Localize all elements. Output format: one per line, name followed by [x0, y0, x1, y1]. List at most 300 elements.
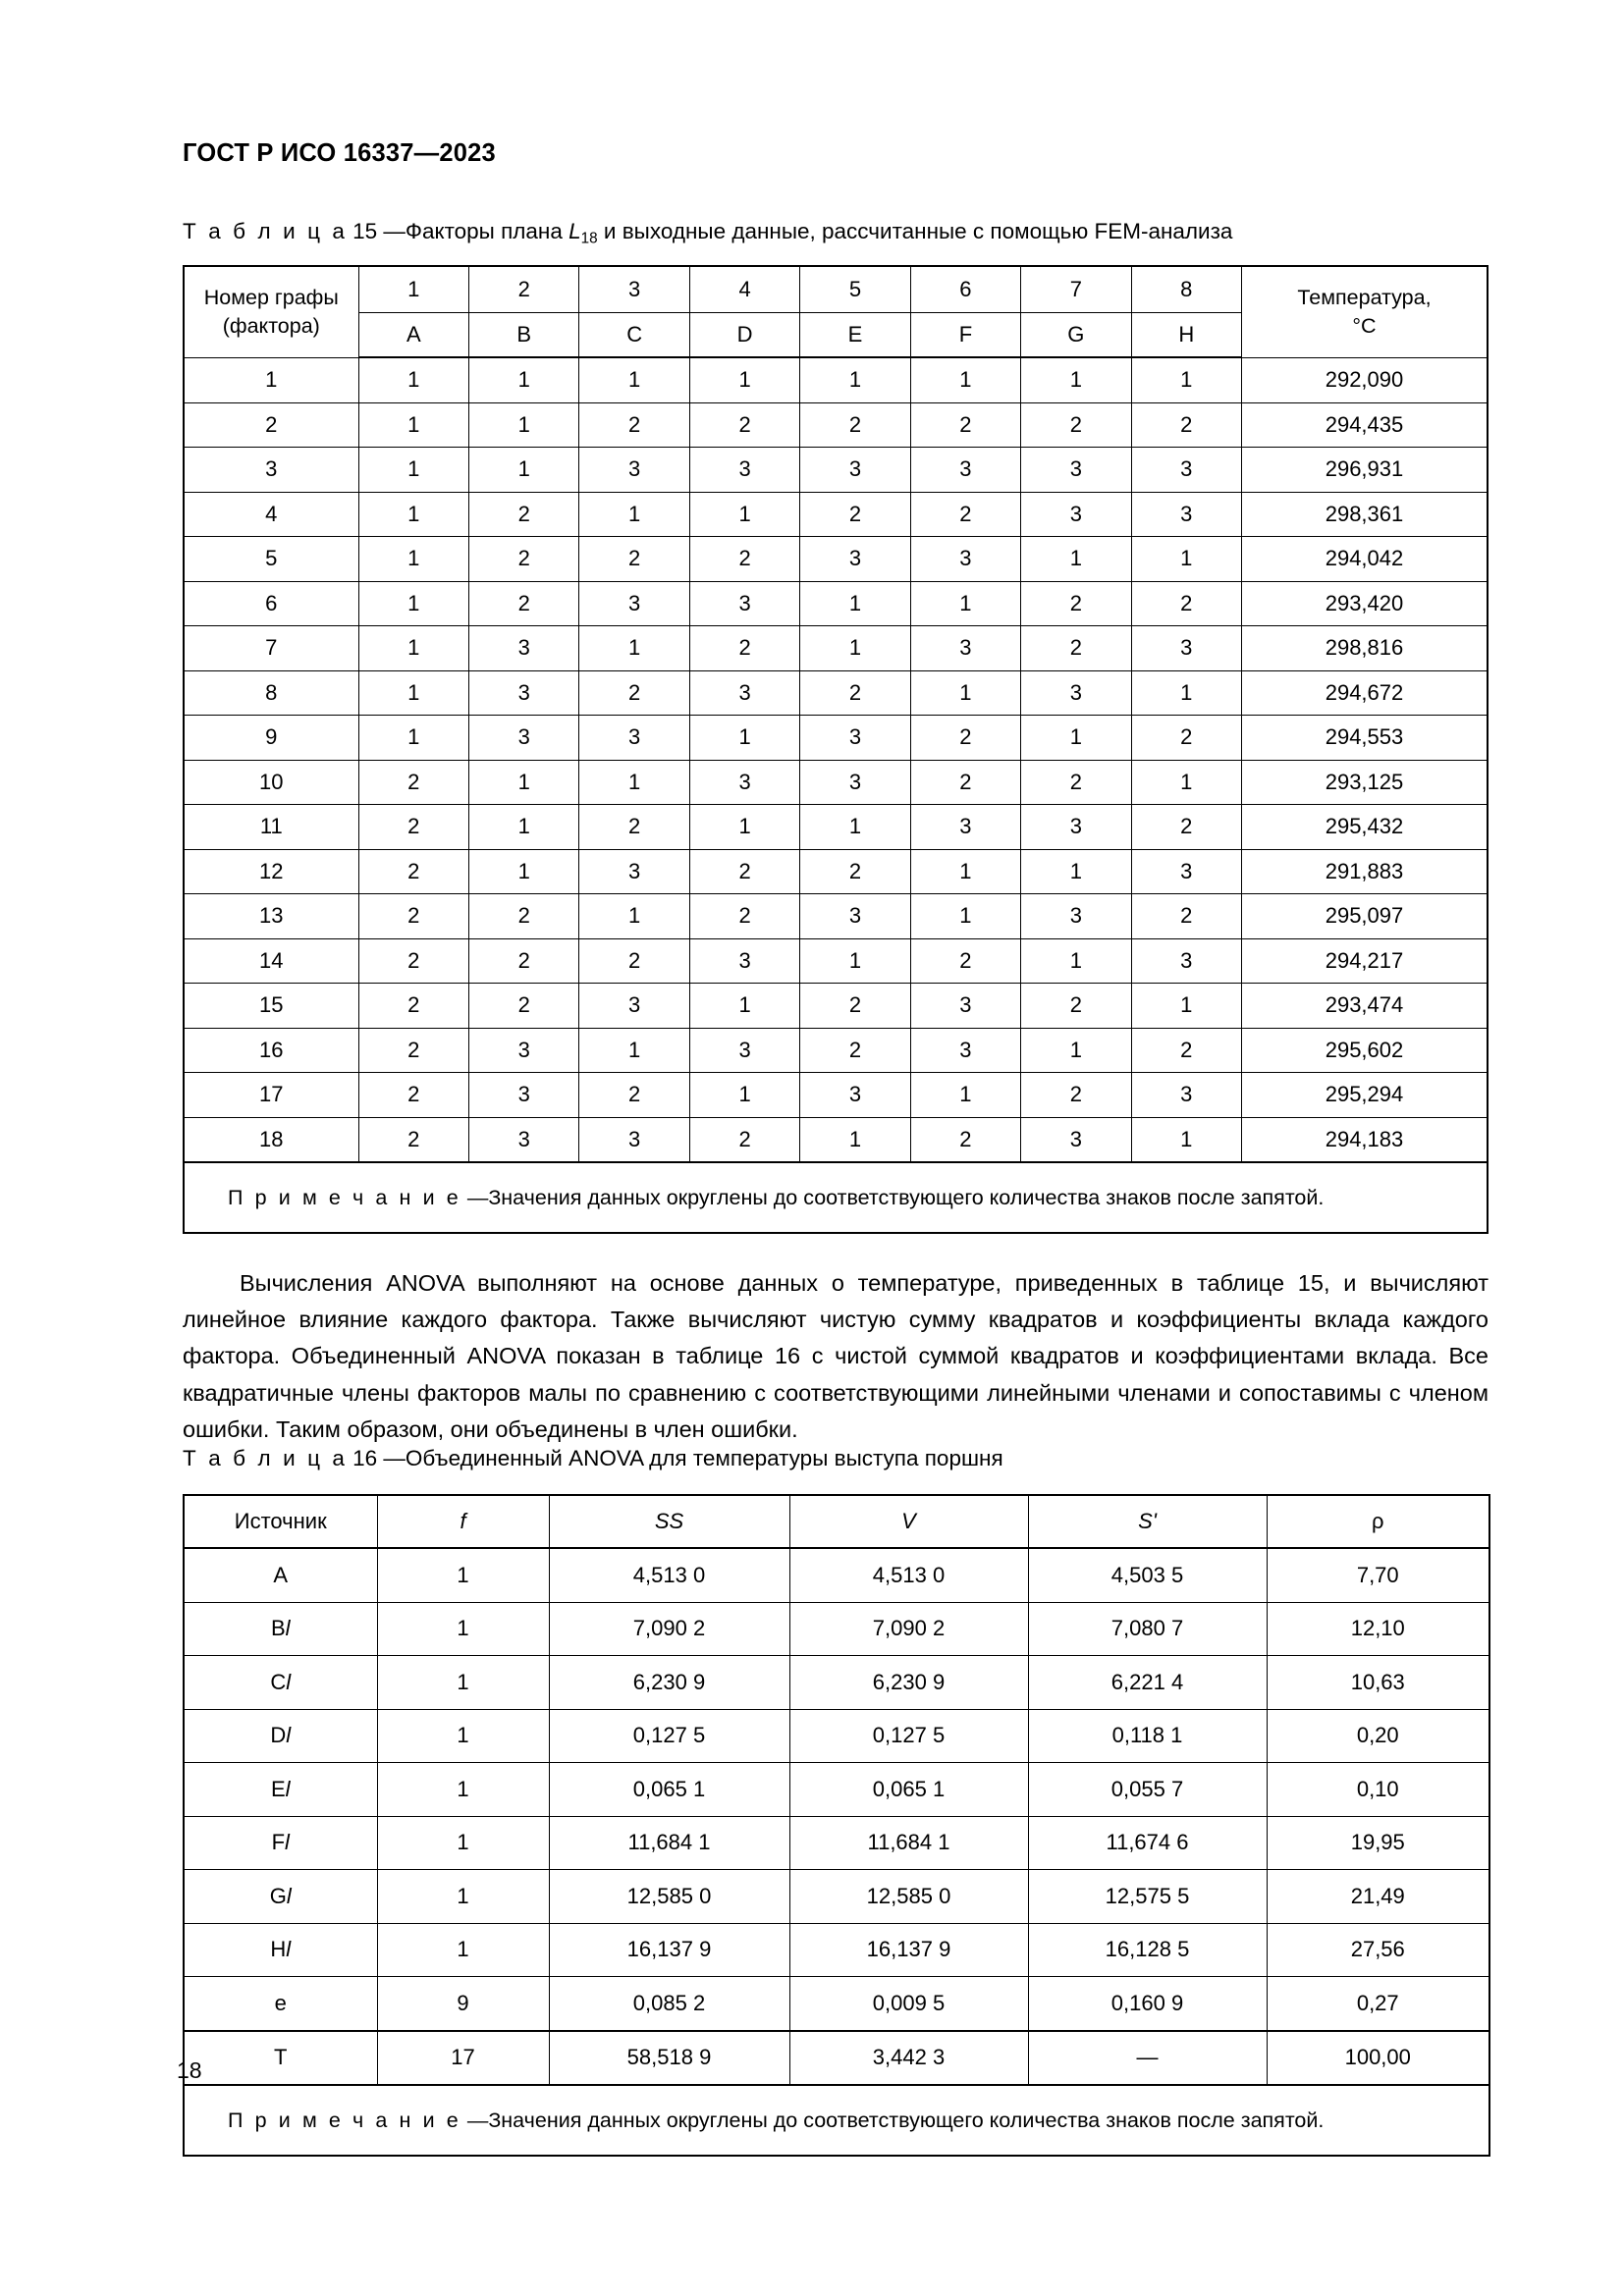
table-15-temperature: 294,183: [1241, 1117, 1488, 1162]
table-15-level-8: 3: [1131, 448, 1241, 493]
table-15-level-6: 1: [910, 581, 1020, 626]
table-15-level-1: 2: [358, 984, 468, 1029]
table-15-level-6: 2: [910, 938, 1020, 984]
table-16-row: [184, 1816, 1489, 1870]
table-15-level-1: 2: [358, 1073, 468, 1118]
table-16-contribution: 100,00: [1267, 2031, 1489, 2086]
table-15-note-row: [184, 1162, 1488, 1233]
table-15-level-5: 1: [800, 938, 910, 984]
table-15-level-4: 3: [689, 448, 799, 493]
table-15-level-7: 3: [1021, 894, 1131, 939]
table-15-level-3: 2: [579, 805, 689, 850]
table-16-variance: 0,065 1: [789, 1763, 1028, 1817]
table-16-degrees-freedom: 1: [377, 1763, 549, 1817]
table-15-level-4: 3: [689, 581, 799, 626]
table-16-note-text: Значения данных округлены до соответствующего количества знаков после запятой.: [488, 2108, 1325, 2132]
table-15-level-5: 3: [800, 760, 910, 805]
table-16-note-dash: —: [466, 2108, 489, 2132]
table-15-level-7: 2: [1021, 984, 1131, 1029]
table-16-degrees-freedom: 9: [377, 1977, 549, 2031]
table-15-colnum-6: 6: [910, 266, 1020, 313]
table-15-level-4: 3: [689, 1028, 799, 1073]
table-15-level-8: 2: [1131, 894, 1241, 939]
table-15-level-3: 3: [579, 849, 689, 894]
table-15-level-7: 2: [1021, 402, 1131, 448]
table-16-source: Hl: [184, 1923, 377, 1977]
table-15-temperature: 294,553: [1241, 716, 1488, 761]
table-15-row: [184, 402, 1488, 448]
table-15-level-4: 3: [689, 938, 799, 984]
table-16-net-sum-squares: 11,674 6: [1028, 1816, 1267, 1870]
table-15-level-5: 2: [800, 492, 910, 537]
table-15-level-3: 1: [579, 1028, 689, 1073]
linear-term-marker: l: [286, 1669, 292, 1694]
table-15-level-6: 2: [910, 1117, 1020, 1162]
linear-term-marker: l: [285, 1776, 291, 1801]
table-16-row: [184, 1763, 1489, 1817]
table-15-level-2: 1: [469, 805, 579, 850]
table-15-colnum-2: 2: [469, 266, 579, 313]
table-15-level-5: 1: [800, 626, 910, 671]
table-15-level-7: 1: [1021, 938, 1131, 984]
table-16-caption-number: 16: [352, 1446, 378, 1470]
table-15-row: [184, 581, 1488, 626]
table-16-contribution: 10,63: [1267, 1656, 1489, 1710]
table-15-level-1: 2: [358, 1028, 468, 1073]
table-16-row: [184, 1656, 1489, 1710]
table-15-level-4: 1: [689, 716, 799, 761]
table-16-contribution: 0,27: [1267, 1977, 1489, 2031]
table-16-caption: [183, 1445, 1003, 1472]
table-15-temperature: 295,602: [1241, 1028, 1488, 1073]
table-16-contribution: 27,56: [1267, 1923, 1489, 1977]
table-15-level-3: 2: [579, 537, 689, 582]
table-15-caption-text-b: и выходные данные, рассчитанные с помощью FEM-анализа: [597, 219, 1233, 243]
table-15-row: [184, 805, 1488, 850]
table-15-row: [184, 894, 1488, 939]
table-16-net-sum-squares: 4,503 5: [1028, 1548, 1267, 1602]
table-15-level-6: 3: [910, 448, 1020, 493]
table-16-degrees-freedom: 1: [377, 1923, 549, 1977]
table-16-net-sum-squares: 16,128 5: [1028, 1923, 1267, 1977]
table-15-head: [184, 266, 1488, 357]
table-15-level-1: 2: [358, 938, 468, 984]
table-16-contribution: 7,70: [1267, 1548, 1489, 1602]
table-16-variance: 0,127 5: [789, 1709, 1028, 1763]
table-16-net-sum-squares: 7,080 7: [1028, 1602, 1267, 1656]
table-15-level-8: 1: [1131, 984, 1241, 1029]
running-header: ГОСТ Р ИСО 16337—2023: [183, 139, 496, 167]
table-15-level-6: 3: [910, 1028, 1020, 1073]
table-15-row: [184, 492, 1488, 537]
table-15-level-4: 1: [689, 984, 799, 1029]
table-15-body: [184, 357, 1488, 1162]
table-16-col-s: S': [1028, 1495, 1267, 1548]
table-16-sum-squares: 0,127 5: [549, 1709, 789, 1763]
table-15-level-3: 2: [579, 1073, 689, 1118]
table-15-level-1: 1: [358, 581, 468, 626]
table-15-level-7: 1: [1021, 537, 1131, 582]
table-15-level-7: 2: [1021, 581, 1131, 626]
table-15-level-2: 1: [469, 448, 579, 493]
table-15-run-number: 6: [184, 581, 358, 626]
table-16-net-sum-squares: 12,575 5: [1028, 1870, 1267, 1924]
table-15-level-7: 1: [1021, 357, 1131, 402]
table-15-level-3: 1: [579, 492, 689, 537]
table-16-net-sum-squares: 0,118 1: [1028, 1709, 1267, 1763]
table-15-level-4: 2: [689, 849, 799, 894]
table-16-note-word: П р и м е ч а н и е: [228, 2108, 461, 2132]
table-15-temperature: 294,672: [1241, 670, 1488, 716]
table-15-level-4: 3: [689, 760, 799, 805]
table-16-caption-word: Т а б л и ц а: [183, 1446, 349, 1470]
table-15-row-label-header: [184, 266, 358, 357]
table-15-run-number: 5: [184, 537, 358, 582]
table-16-contribution: 19,95: [1267, 1816, 1489, 1870]
table-15-colnum-3: 3: [579, 266, 689, 313]
table-16-source: A: [184, 1548, 377, 1602]
table-15-row: [184, 448, 1488, 493]
table-15: [183, 265, 1489, 1234]
table-16-sum-squares: 6,230 9: [549, 1656, 789, 1710]
table-16-variance: 0,009 5: [789, 1977, 1028, 2031]
table-15-level-5: 1: [800, 357, 910, 402]
table-15-level-4: 1: [689, 492, 799, 537]
table-16-variance: 3,442 3: [789, 2031, 1028, 2086]
table-15-level-2: 2: [469, 492, 579, 537]
table-16-row: [184, 1548, 1489, 1602]
table-15-caption-text-a: Факторы плана: [405, 219, 569, 243]
table-15-row: [184, 1073, 1488, 1118]
table-15-wrapper: [183, 265, 1489, 1234]
table-15-level-6: 1: [910, 670, 1020, 716]
table-16-sum-squares: 16,137 9: [549, 1923, 789, 1977]
table-15-colletter-c: C: [579, 313, 689, 358]
page-number: 18: [177, 2057, 202, 2083]
table-15-level-6: 1: [910, 849, 1020, 894]
table-15-level-3: 1: [579, 760, 689, 805]
table-15-level-7: 2: [1021, 626, 1131, 671]
table-15-level-8: 2: [1131, 805, 1241, 850]
table-15-run-number: 14: [184, 938, 358, 984]
table-15-level-8: 2: [1131, 716, 1241, 761]
table-16-foot: [184, 2085, 1489, 2156]
table-15-level-1: 2: [358, 849, 468, 894]
table-15-temperature: 291,883: [1241, 849, 1488, 894]
table-15-level-5: 1: [800, 805, 910, 850]
table-16-row: [184, 1923, 1489, 1977]
table-15-colletter-e: E: [800, 313, 910, 358]
table-15-level-1: 2: [358, 760, 468, 805]
table-15-run-number: 10: [184, 760, 358, 805]
table-16-caption-text: Объединенный ANOVA для температуры выступа поршня: [405, 1446, 1003, 1470]
table-15-row: [184, 1117, 1488, 1162]
table-15-level-5: 3: [800, 716, 910, 761]
table-15-level-5: 2: [800, 402, 910, 448]
table-15-caption: [183, 218, 1232, 247]
table-15-level-3: 1: [579, 894, 689, 939]
table-15-level-7: 3: [1021, 1117, 1131, 1162]
table-15-level-5: 2: [800, 984, 910, 1029]
table-16-header-row: [184, 1495, 1489, 1548]
table-15-colnum-8: 8: [1131, 266, 1241, 313]
table-16-col-v: V: [789, 1495, 1028, 1548]
table-15-temperature: 298,361: [1241, 492, 1488, 537]
table-15-note-text: Значения данных округлены до соответствующего количества знаков после запятой.: [488, 1185, 1325, 1209]
table-15-level-2: 3: [469, 670, 579, 716]
body-paragraph: Вычисления ANOVA выполняют на основе данных о температуре, приведенных в таблице 15, и вычисляют линейное влияние каждого фактора. Также вычисляют чистую сумму квадратов и коэффициенты вклада каждого фактора. Объединенный ANOVA показан в таблице 16 с чистой суммой квадратов и коэффициентами вклада. Все квадратичные члены факторов малы по сравнению с соответствующими линейными членами и сопоставимы с членом ошибки. Таким образом, они объединены в член ошибки.: [183, 1270, 1489, 1442]
table-15-temperature: 294,217: [1241, 938, 1488, 984]
table-16-col-ss: SS: [549, 1495, 789, 1548]
table-16-sum-squares: 7,090 2: [549, 1602, 789, 1656]
table-15-level-5: 3: [800, 1073, 910, 1118]
table-15-row: [184, 670, 1488, 716]
table-15-level-7: 3: [1021, 670, 1131, 716]
table-15-level-2: 3: [469, 1073, 579, 1118]
table-15-level-3: 3: [579, 716, 689, 761]
table-16-sum-squares: 4,513 0: [549, 1548, 789, 1602]
table-15-temperature: 292,090: [1241, 357, 1488, 402]
table-15-level-1: 1: [358, 626, 468, 671]
table-16: [183, 1494, 1490, 2157]
table-15-run-number: 9: [184, 716, 358, 761]
table-15-row: [184, 760, 1488, 805]
table-15-level-4: 2: [689, 537, 799, 582]
table-16-variance: 6,230 9: [789, 1656, 1028, 1710]
table-15-level-5: 1: [800, 1117, 910, 1162]
table-15-level-7: 3: [1021, 448, 1131, 493]
table-16-variance: 12,585 0: [789, 1870, 1028, 1924]
table-15-level-6: 2: [910, 760, 1020, 805]
table-15-level-2: 3: [469, 716, 579, 761]
table-15-temperature: 296,931: [1241, 448, 1488, 493]
table-15-level-1: 1: [358, 716, 468, 761]
table-15-colnum-4: 4: [689, 266, 799, 313]
table-16-row: [184, 1870, 1489, 1924]
table-15-run-number: 3: [184, 448, 358, 493]
table-15-level-4: 1: [689, 357, 799, 402]
table-16-source: Bl: [184, 1602, 377, 1656]
table-16-net-sum-squares: —: [1028, 2031, 1267, 2086]
table-15-level-7: 2: [1021, 1073, 1131, 1118]
table-16-col-f: f: [377, 1495, 549, 1548]
table-15-level-8: 2: [1131, 581, 1241, 626]
body-paragraph-wrapper: [183, 1265, 1489, 1448]
table-15-level-8: 2: [1131, 1028, 1241, 1073]
table-16-variance: 7,090 2: [789, 1602, 1028, 1656]
table-15-row: [184, 984, 1488, 1029]
table-15-level-5: 2: [800, 670, 910, 716]
table-15-run-number: 18: [184, 1117, 358, 1162]
table-16-degrees-freedom: 1: [377, 1656, 549, 1710]
table-15-level-4: 2: [689, 894, 799, 939]
table-15-run-number: 11: [184, 805, 358, 850]
table-16-degrees-freedom: 1: [377, 1870, 549, 1924]
table-15-row: [184, 626, 1488, 671]
table-15-level-3: 2: [579, 938, 689, 984]
table-16-contribution: 0,20: [1267, 1709, 1489, 1763]
table-15-header-row-numbers: [184, 266, 1488, 313]
table-15-level-4: 2: [689, 626, 799, 671]
table-16-degrees-freedom: 1: [377, 1602, 549, 1656]
table-15-level-5: 3: [800, 448, 910, 493]
table-16-body: [184, 1548, 1489, 2085]
table-15-level-1: 1: [358, 402, 468, 448]
table-15-colletter-d: D: [689, 313, 799, 358]
table-16-contribution: 12,10: [1267, 1602, 1489, 1656]
table-15-level-3: 3: [579, 984, 689, 1029]
table-15-temperature: 295,294: [1241, 1073, 1488, 1118]
table-15-note-dash: —: [466, 1185, 489, 1209]
table-15-level-1: 1: [358, 448, 468, 493]
table-15-level-6: 1: [910, 1073, 1020, 1118]
table-16-sum-squares: 58,518 9: [549, 2031, 789, 2086]
table-16-contribution: 0,10: [1267, 1763, 1489, 1817]
table-15-level-8: 3: [1131, 492, 1241, 537]
table-15-caption-dash: —: [383, 219, 406, 243]
table-15-level-4: 2: [689, 402, 799, 448]
table-15-level-2: 1: [469, 357, 579, 402]
table-15-run-number: 4: [184, 492, 358, 537]
table-15-temperature: 298,816: [1241, 626, 1488, 671]
table-15-level-6: 2: [910, 716, 1020, 761]
table-15-level-6: 2: [910, 492, 1020, 537]
table-16-total-row: [184, 2031, 1489, 2086]
table-16-source: T: [184, 2031, 377, 2086]
table-15-run-number: 1: [184, 357, 358, 402]
table-15-level-6: 2: [910, 402, 1020, 448]
table-16-degrees-freedom: 1: [377, 1548, 549, 1602]
table-15-temperature: 293,474: [1241, 984, 1488, 1029]
table-16-net-sum-squares: 0,160 9: [1028, 1977, 1267, 2031]
linear-term-marker: l: [285, 1616, 291, 1641]
response-line2: °C: [1352, 313, 1377, 338]
table-15-temperature: 294,042: [1241, 537, 1488, 582]
table-16-variance: 16,137 9: [789, 1923, 1028, 1977]
table-15-caption-subscript: 18: [580, 230, 598, 247]
table-15-level-1: 2: [358, 894, 468, 939]
table-16-row: [184, 1602, 1489, 1656]
table-16-row: [184, 1709, 1489, 1763]
table-15-level-1: 1: [358, 357, 468, 402]
table-15-colletter-a: A: [358, 313, 468, 358]
table-15-level-2: 1: [469, 760, 579, 805]
table-16-caption-dash: —: [383, 1446, 406, 1470]
table-15-level-2: 2: [469, 984, 579, 1029]
table-15-level-5: 1: [800, 581, 910, 626]
table-15-level-2: 2: [469, 537, 579, 582]
table-15-colletter-f: F: [910, 313, 1020, 358]
table-15-level-5: 2: [800, 1028, 910, 1073]
table-15-temperature: 293,125: [1241, 760, 1488, 805]
table-15-level-2: 3: [469, 1117, 579, 1162]
table-15-level-3: 2: [579, 402, 689, 448]
table-16-net-sum-squares: 6,221 4: [1028, 1656, 1267, 1710]
table-15-run-number: 17: [184, 1073, 358, 1118]
table-16-degrees-freedom: 1: [377, 1709, 549, 1763]
table-16-col-rho: ρ: [1267, 1495, 1489, 1548]
table-15-temperature: 294,435: [1241, 402, 1488, 448]
table-15-run-number: 7: [184, 626, 358, 671]
linear-term-marker: l: [286, 1883, 292, 1908]
table-15-level-8: 1: [1131, 357, 1241, 402]
table-15-level-7: 3: [1021, 492, 1131, 537]
table-15-level-3: 1: [579, 626, 689, 671]
table-16-head: [184, 1495, 1489, 1548]
table-15-level-1: 1: [358, 537, 468, 582]
table-15-level-2: 2: [469, 581, 579, 626]
table-15-level-8: 1: [1131, 1117, 1241, 1162]
table-15-level-6: 3: [910, 805, 1020, 850]
table-15-level-7: 1: [1021, 1028, 1131, 1073]
table-15-response-header: [1241, 266, 1488, 357]
table-15-level-5: 3: [800, 894, 910, 939]
table-15-level-3: 2: [579, 670, 689, 716]
table-16-contribution: 21,49: [1267, 1870, 1489, 1924]
table-15-colnum-5: 5: [800, 266, 910, 313]
table-16-sum-squares: 11,684 1: [549, 1816, 789, 1870]
table-16-source: e: [184, 1977, 377, 2031]
table-15-note-word: П р и м е ч а н и е: [228, 1185, 461, 1209]
row-label-line2: (фактора): [222, 313, 320, 338]
table-16-col-source: Источник: [184, 1495, 377, 1548]
table-15-level-8: 3: [1131, 849, 1241, 894]
table-15-level-1: 2: [358, 805, 468, 850]
table-15-caption-symbol: L: [568, 219, 581, 243]
row-label-line1: Номер графы: [203, 286, 339, 310]
table-15-row: [184, 1028, 1488, 1073]
table-16-variance: 11,684 1: [789, 1816, 1028, 1870]
table-15-level-2: 2: [469, 938, 579, 984]
table-15-level-3: 1: [579, 357, 689, 402]
table-16-net-sum-squares: 0,055 7: [1028, 1763, 1267, 1817]
table-16-sum-squares: 12,585 0: [549, 1870, 789, 1924]
table-16-source: Cl: [184, 1656, 377, 1710]
table-15-temperature: 295,097: [1241, 894, 1488, 939]
table-15-temperature: 293,420: [1241, 581, 1488, 626]
table-15-row: [184, 938, 1488, 984]
table-16-source: Gl: [184, 1870, 377, 1924]
table-15-level-8: 2: [1131, 402, 1241, 448]
table-16-sum-squares: 0,085 2: [549, 1977, 789, 2031]
table-15-colnum-1: 1: [358, 266, 468, 313]
table-15-level-4: 3: [689, 670, 799, 716]
table-15-run-number: 15: [184, 984, 358, 1029]
table-15-level-4: 2: [689, 1117, 799, 1162]
table-16-degrees-freedom: 17: [377, 2031, 549, 2086]
table-16-note: [184, 2085, 1489, 2156]
table-16-source: Fl: [184, 1816, 377, 1870]
table-15-level-7: 1: [1021, 849, 1131, 894]
table-15-run-number: 8: [184, 670, 358, 716]
table-15-level-1: 1: [358, 670, 468, 716]
table-16-sum-squares: 0,065 1: [549, 1763, 789, 1817]
table-15-level-8: 1: [1131, 760, 1241, 805]
table-15-level-8: 3: [1131, 626, 1241, 671]
table-15-run-number: 16: [184, 1028, 358, 1073]
table-15-level-3: 3: [579, 448, 689, 493]
table-15-level-1: 1: [358, 492, 468, 537]
table-16-degrees-freedom: 1: [377, 1816, 549, 1870]
table-15-level-5: 2: [800, 849, 910, 894]
linear-term-marker: l: [286, 1937, 292, 1962]
table-16-source: Dl: [184, 1709, 377, 1763]
table-15-run-number: 13: [184, 894, 358, 939]
table-15-level-8: 1: [1131, 537, 1241, 582]
table-15-colnum-7: 7: [1021, 266, 1131, 313]
linear-term-marker: l: [286, 1723, 292, 1748]
table-15-level-2: 1: [469, 402, 579, 448]
